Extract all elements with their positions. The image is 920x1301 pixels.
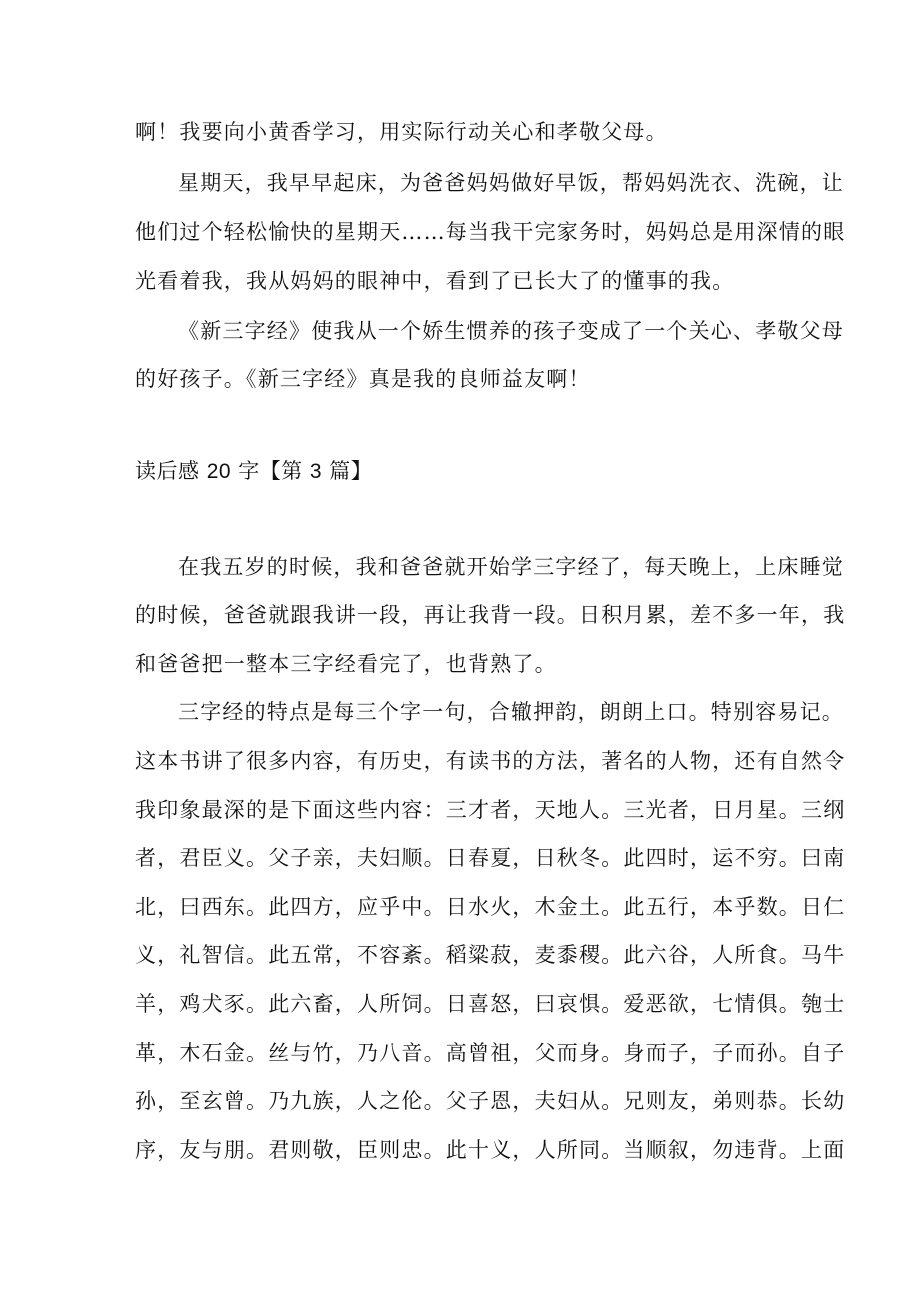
text-line: 的时候，爸爸就跟我讲一段，再让我背一段。日积月累，差不多一年，我: [135, 603, 846, 627]
text-line: 在我五岁的时候，我和爸爸就开始学三字经了，每天晚上，上床睡觉: [178, 555, 844, 579]
text-line: 我印象最深的是下面这些内容：三才者，天地人。三光者，日月星。三纲: [135, 798, 846, 822]
text-line: 这本书讲了很多内容，有历史，有读书的方法，著名的人物，还有自然令: [135, 749, 846, 773]
text-line: 孙，至玄曾。乃九族，人之伦。父子恩，夫妇从。兄则友，弟则恭。长幼: [135, 1089, 846, 1113]
heading-index: 3: [309, 460, 323, 483]
text-line: 北，曰西东。此四方，应乎中。日水火，木金土。此五行，本乎数。日仁: [135, 895, 846, 919]
heading-mid: 字【第: [238, 459, 303, 483]
text-line: 革，木石金。丝与竹，乃八音。高曾祖，父而身。身而子，子而孙。自子: [135, 1041, 846, 1065]
text-line: 三字经的特点是每三个字一句，合辙押韵，朗朗上口。特别容易记。: [178, 700, 844, 724]
text-line: 《新三字经》使我从一个娇生惯养的孩子变成了一个关心、孝敬父母: [178, 319, 844, 343]
section-heading: [135, 458, 920, 485]
heading-number: 20: [206, 460, 232, 483]
text-line: 者，君臣义。父子亲，夫妇顺。日春夏，日秋冬。此四时，运不穷。曰南: [135, 846, 846, 870]
text-line: 的好孩子。《新三字经》真是我的良师益友啊！: [135, 367, 591, 391]
text-line: 义，礼智信。此五常，不容紊。稻粱菽，麦黍稷。此六谷，人所食。马牛: [135, 943, 846, 967]
heading-suffix: 篇】: [329, 459, 373, 483]
text-line: 啊！我要向小黄香学习，用实际行动关心和孝敬父母。: [135, 120, 668, 144]
heading-prefix: 读后感: [135, 459, 200, 483]
text-line: 他们过个轻松愉快的星期天……每当我干完家务时，妈妈总是用深情的眼: [135, 220, 846, 244]
text-line: 光看着我，我从妈妈的眼神中，看到了已长大了的懂事的我。: [135, 269, 735, 293]
text-line: 序，友与朋。君则敬，臣则忠。此十义，人所同。当顺叙，勿违背。上面: [135, 1138, 846, 1162]
text-line: 和爸爸把一整本三字经看完了，也背熟了。: [135, 652, 557, 676]
text-line: 羊，鸡犬豕。此六畜，人所饲。日喜怒，曰哀惧。爱恶欲，七情俱。匏士: [135, 992, 846, 1016]
text-line: 星期天，我早早起床，为爸爸妈妈做好早饭，帮妈妈洗衣、洗碗，让: [178, 171, 844, 195]
